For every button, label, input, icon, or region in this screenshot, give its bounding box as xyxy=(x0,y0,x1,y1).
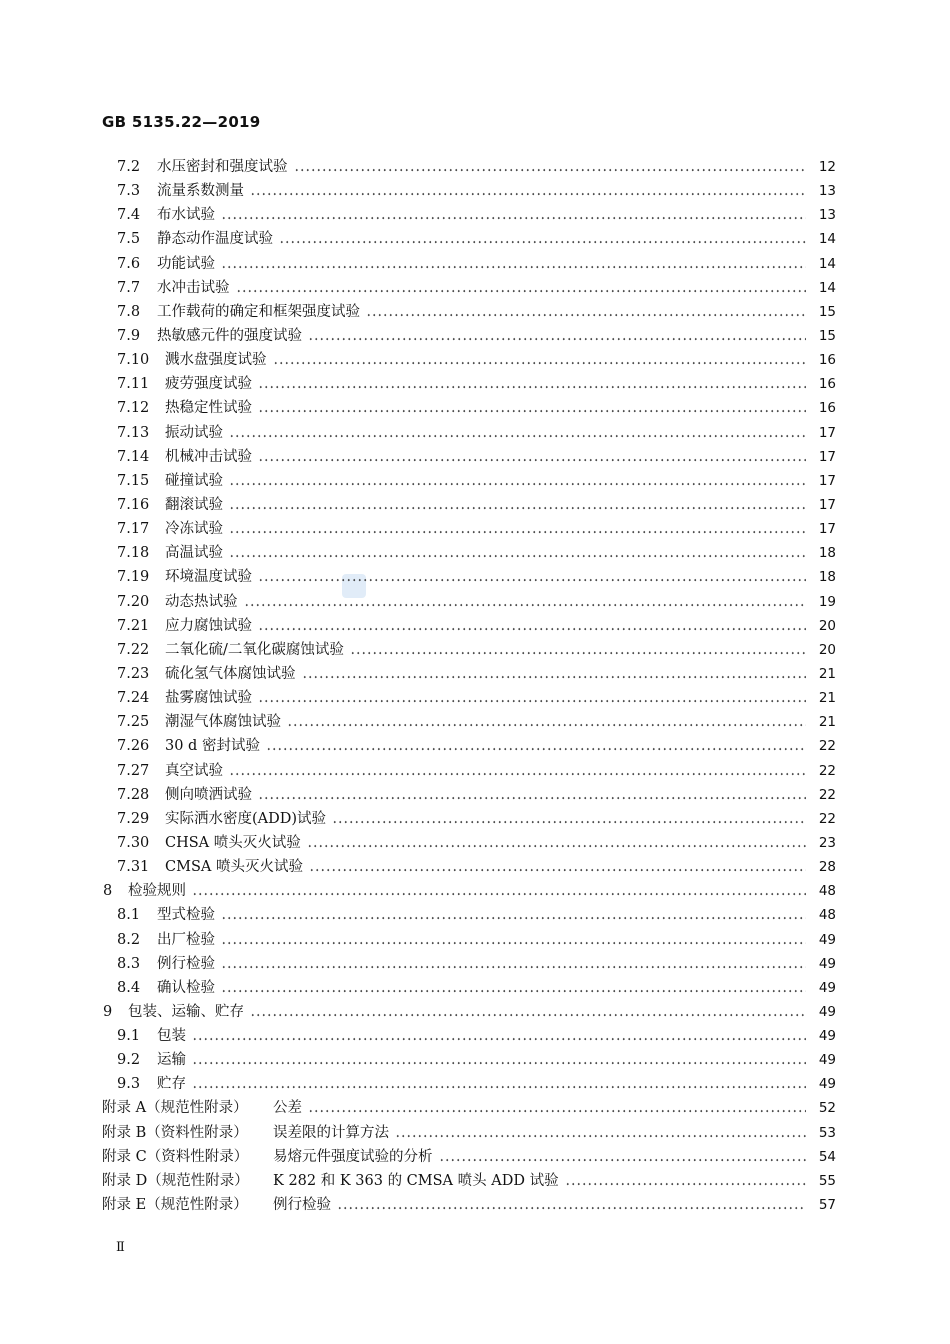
toc-entry-title: 包装 xyxy=(157,1024,190,1048)
toc-entry-page: 21 xyxy=(806,662,836,686)
toc-leader-dots xyxy=(308,1096,814,1120)
toc-entry-number: 8.4 xyxy=(117,979,141,996)
toc-entry[interactable] xyxy=(0,590,950,614)
toc-entry-number: 7.13 xyxy=(117,424,150,441)
toc-entry-title: 流量系数测量 xyxy=(157,179,248,203)
toc-entry-number: 7.4 xyxy=(117,207,141,224)
toc-entry-page: 52 xyxy=(806,1096,836,1120)
toc-entry-page: 12 xyxy=(806,155,836,179)
toc-leader-dots xyxy=(258,565,814,589)
toc-leader-dots xyxy=(229,469,814,493)
toc-entry-page: 48 xyxy=(806,903,836,927)
toc-leader-dots xyxy=(294,155,815,179)
toc-entry-title: 确认检验 xyxy=(157,976,219,1000)
toc-entry-title: 翻滚试验 xyxy=(165,493,227,517)
toc-entry-number: 7.18 xyxy=(117,545,150,562)
toc-entry-number: 7.8 xyxy=(117,303,141,320)
toc-entry[interactable] xyxy=(0,252,950,276)
toc-entry-page: 22 xyxy=(806,783,836,807)
toc-entry[interactable] xyxy=(0,348,950,372)
toc-leader-dots xyxy=(266,734,814,758)
toc-entry-number: 附录 C（资料性附录） xyxy=(102,1148,249,1165)
toc-leader-dots xyxy=(258,614,814,638)
toc-entry[interactable] xyxy=(0,1096,950,1120)
toc-entry-page: 49 xyxy=(806,952,836,976)
toc-entry[interactable] xyxy=(0,1072,950,1096)
toc-entry[interactable] xyxy=(0,324,950,348)
toc-entry-title: 水冲击试验 xyxy=(157,276,234,300)
toc-leader-dots xyxy=(229,421,814,445)
toc-entry[interactable] xyxy=(0,807,950,831)
toc-leader-dots xyxy=(221,952,814,976)
toc-entry-number: 附录 D（规范性附录） xyxy=(102,1172,249,1189)
toc-leader-dots xyxy=(308,324,814,348)
toc-leader-dots xyxy=(332,807,814,831)
toc-leader-dots xyxy=(192,1024,814,1048)
toc-entry-number: 7.23 xyxy=(117,665,150,682)
toc-entry-title: 运输 xyxy=(157,1048,190,1072)
toc-entry-title: 应力腐蚀试验 xyxy=(165,614,256,638)
toc-entry-number: 7.31 xyxy=(117,859,150,876)
toc-entry-page: 13 xyxy=(806,179,836,203)
toc-leader-dots xyxy=(258,686,814,710)
toc-entry[interactable] xyxy=(0,638,950,662)
toc-entry-page: 49 xyxy=(806,1072,836,1096)
toc-leader-dots xyxy=(258,372,814,396)
toc-entry[interactable] xyxy=(0,614,950,638)
toc-entry[interactable] xyxy=(0,928,950,952)
toc-leader-dots xyxy=(307,831,814,855)
toc-entry[interactable] xyxy=(0,831,950,855)
toc-leader-dots xyxy=(250,1000,814,1024)
toc-entry-title: 布水试验 xyxy=(157,203,219,227)
toc-entry-title: 热敏感元件的强度试验 xyxy=(157,324,306,348)
toc-entry-title: 动态热试验 xyxy=(165,590,242,614)
toc-leader-dots xyxy=(337,1193,814,1217)
toc-leader-dots xyxy=(366,300,814,324)
toc-entry-number: 7.25 xyxy=(117,714,150,731)
toc-entry[interactable] xyxy=(0,300,950,324)
toc-entry[interactable] xyxy=(0,155,950,179)
toc-leader-dots xyxy=(279,227,814,251)
toc-entry-number: 7.17 xyxy=(117,521,150,538)
toc-entry-title: 30 d 密封试验 xyxy=(165,734,264,758)
toc-entry-title: CHSA 喷头灭火试验 xyxy=(165,831,305,855)
toc-entry-title: K 282 和 K 363 的 CMSA 喷头 ADD 试验 xyxy=(273,1169,563,1193)
toc-entry-number: 7.2 xyxy=(117,159,141,175)
toc-entry-number: 9.1 xyxy=(117,1028,141,1045)
toc-entry[interactable] xyxy=(0,179,950,203)
toc-entry-number: 附录 B（资料性附录） xyxy=(102,1124,248,1141)
toc-entry[interactable] xyxy=(0,662,950,686)
toc-leader-dots xyxy=(250,179,814,203)
toc-entry-page: 53 xyxy=(806,1121,836,1145)
toc-leader-dots xyxy=(229,541,814,565)
toc-entry-title: 二氧化硫/二氧化碳腐蚀试验 xyxy=(165,638,348,662)
toc-entry-page: 14 xyxy=(806,276,836,300)
toc-entry[interactable] xyxy=(0,227,950,251)
toc-entry-title: 包装、运输、贮存 xyxy=(128,1000,248,1024)
toc-entry-title: 机械冲击试验 xyxy=(165,445,256,469)
toc-entry-title: 环境温度试验 xyxy=(165,565,256,589)
toc-entry[interactable] xyxy=(0,1048,950,1072)
toc-entry-number: 7.6 xyxy=(117,255,141,272)
toc-entry[interactable] xyxy=(0,1000,950,1024)
toc-leader-dots xyxy=(229,493,814,517)
toc-entry-number: 7.15 xyxy=(117,472,150,489)
toc-entry-page: 49 xyxy=(806,1000,836,1024)
toc-entry-number: 7.28 xyxy=(117,786,150,803)
toc-entry-title: 例行检验 xyxy=(273,1193,335,1217)
toc-entry[interactable] xyxy=(0,445,950,469)
toc-leader-dots xyxy=(309,855,814,879)
toc-entry-page: 20 xyxy=(806,638,836,662)
toc-leader-dots xyxy=(229,517,814,541)
toc-entry-number: 8.1 xyxy=(117,907,141,924)
toc-entry[interactable] xyxy=(0,1121,950,1145)
toc-entry-page: 18 xyxy=(806,565,836,589)
toc-leader-dots xyxy=(273,348,815,372)
toc-leader-dots xyxy=(192,1072,814,1096)
toc-entry-title: 例行检验 xyxy=(157,952,219,976)
toc-entry[interactable] xyxy=(0,976,950,1000)
toc-entry-page: 54 xyxy=(806,1145,836,1169)
toc-entry-number: 7.10 xyxy=(117,352,150,369)
toc-entry[interactable] xyxy=(0,903,950,927)
toc-entry-title: CMSA 喷头灭火试验 xyxy=(165,855,307,879)
toc-leader-dots xyxy=(302,662,815,686)
toc-leader-dots xyxy=(221,928,814,952)
toc-entry-title: 冷冻试验 xyxy=(165,517,227,541)
toc-entry[interactable] xyxy=(0,879,950,903)
toc-entry[interactable] xyxy=(0,734,950,758)
toc-entry-number: 7.27 xyxy=(117,762,150,779)
toc-entry-number: 7.7 xyxy=(117,279,141,296)
toc-entry-page: 16 xyxy=(806,348,836,372)
toc-entry-title: 出厂检验 xyxy=(157,928,219,952)
toc-entry-title: 真空试验 xyxy=(165,759,227,783)
toc-entry-title: 水压密封和强度试验 xyxy=(157,155,292,179)
toc-entry-title: 静态动作温度试验 xyxy=(157,227,277,251)
toc-entry-number: 7.26 xyxy=(117,738,150,755)
toc-entry-page: 23 xyxy=(806,831,836,855)
toc-entry-number: 9 xyxy=(103,1003,113,1020)
toc-leader-dots xyxy=(192,879,814,903)
toc-leader-dots xyxy=(221,203,814,227)
toc-entry-number: 7.9 xyxy=(117,327,141,344)
toc-entry-number: 7.24 xyxy=(117,690,150,707)
toc-entry[interactable] xyxy=(0,783,950,807)
toc-entry[interactable] xyxy=(0,396,950,420)
toc-entry-page: 17 xyxy=(806,421,836,445)
toc-entry[interactable] xyxy=(0,276,950,300)
toc-leader-dots xyxy=(258,783,814,807)
toc-entry-title: 高温试验 xyxy=(165,541,227,565)
toc-entry-page: 16 xyxy=(806,372,836,396)
toc-leader-dots xyxy=(221,903,814,927)
toc-entry-page: 19 xyxy=(806,590,836,614)
toc-entry[interactable] xyxy=(0,1145,950,1169)
toc-entry-page: 14 xyxy=(806,227,836,251)
toc-entry-page: 17 xyxy=(806,517,836,541)
toc-entry-page: 14 xyxy=(806,252,836,276)
toc-entry-page: 18 xyxy=(806,541,836,565)
toc-entry-title: 溅水盘强度试验 xyxy=(165,348,271,372)
toc-entry[interactable] xyxy=(0,759,950,783)
toc-entry-number: 附录 E（规范性附录） xyxy=(102,1197,248,1214)
toc-entry-page: 22 xyxy=(806,734,836,758)
toc-leader-dots xyxy=(258,396,814,420)
toc-entry-title: 侧向喷洒试验 xyxy=(165,783,256,807)
toc-entry-page: 49 xyxy=(806,976,836,1000)
toc-leader-dots xyxy=(287,710,814,734)
toc-entry-title: 易熔元件强度试验的分析 xyxy=(273,1145,437,1169)
toc-entry[interactable] xyxy=(0,855,950,879)
toc-entry-title: 检验规则 xyxy=(128,879,190,903)
toc-leader-dots xyxy=(221,976,814,1000)
toc-entry-page: 20 xyxy=(806,614,836,638)
toc-entry-title: 贮存 xyxy=(157,1072,190,1096)
standard-number-header: GB 5135.22—2019 xyxy=(102,113,261,131)
toc-entry-title: 型式检验 xyxy=(157,903,219,927)
toc-entry[interactable] xyxy=(0,493,950,517)
toc-entry-title: 热稳定性试验 xyxy=(165,396,256,420)
toc-entry[interactable] xyxy=(0,1193,950,1217)
toc-entry[interactable] xyxy=(0,421,950,445)
toc-entry-number: 9.2 xyxy=(117,1052,141,1069)
toc-leader-dots xyxy=(229,759,814,783)
toc-entry[interactable] xyxy=(0,541,950,565)
toc-entry-number: 7.16 xyxy=(117,496,150,513)
toc-entry-number: 7.20 xyxy=(117,593,150,610)
toc-entry-number: 7.22 xyxy=(117,641,150,658)
toc-entry-page: 55 xyxy=(806,1169,836,1193)
toc-entry-title: 公差 xyxy=(273,1096,306,1120)
toc-entry-title: 疲劳强度试验 xyxy=(165,372,256,396)
toc-entry-page: 17 xyxy=(806,493,836,517)
toc-entry-page: 21 xyxy=(806,710,836,734)
toc-leader-dots xyxy=(244,590,815,614)
toc-entry[interactable] xyxy=(0,710,950,734)
toc-entry-title: 功能试验 xyxy=(157,252,219,276)
toc-entry-title: 工作载荷的确定和框架强度试验 xyxy=(157,300,364,324)
toc-entry-page: 22 xyxy=(806,759,836,783)
toc-entry[interactable] xyxy=(0,372,950,396)
toc-entry-number: 8.3 xyxy=(117,955,141,972)
toc-entry-page: 22 xyxy=(806,807,836,831)
toc-entry-number: 7.19 xyxy=(117,569,150,586)
toc-entry[interactable] xyxy=(0,952,950,976)
toc-entry-page: 15 xyxy=(806,324,836,348)
toc-entry-number: 7.12 xyxy=(117,400,150,417)
toc-entry-title: 盐雾腐蚀试验 xyxy=(165,686,256,710)
toc-entry-number: 7.3 xyxy=(117,183,141,200)
toc-entry[interactable] xyxy=(0,469,950,493)
toc-leader-dots xyxy=(395,1121,814,1145)
toc-entry-number: 附录 A（规范性附录） xyxy=(102,1100,248,1117)
toc-entry-page: 49 xyxy=(806,928,836,952)
toc-entry-number: 7.5 xyxy=(117,231,141,248)
toc-entry-title: 潮湿气体腐蚀试验 xyxy=(165,710,285,734)
toc-entry-page: 16 xyxy=(806,396,836,420)
toc-entry-page: 28 xyxy=(806,855,836,879)
toc-entry[interactable] xyxy=(0,686,950,710)
toc-entry-page: 17 xyxy=(806,445,836,469)
toc-leader-dots xyxy=(565,1169,814,1193)
toc-entry[interactable] xyxy=(0,517,950,541)
toc-entry-number: 9.3 xyxy=(117,1076,141,1093)
toc-entry[interactable] xyxy=(0,1024,950,1048)
toc-entry[interactable] xyxy=(0,565,950,589)
toc-entry-number: 7.29 xyxy=(117,810,150,827)
toc-entry-number: 8.2 xyxy=(117,931,141,948)
table-of-contents xyxy=(0,155,950,1217)
toc-entry[interactable] xyxy=(0,1169,950,1193)
toc-entry-page: 17 xyxy=(806,469,836,493)
toc-entry-number: 7.14 xyxy=(117,448,150,465)
toc-entry-page: 49 xyxy=(806,1048,836,1072)
toc-entry-number: 7.21 xyxy=(117,617,150,634)
toc-leader-dots xyxy=(439,1145,815,1169)
toc-leader-dots xyxy=(192,1048,814,1072)
toc-leader-dots xyxy=(221,252,814,276)
toc-entry-page: 48 xyxy=(806,879,836,903)
toc-entry-page: 13 xyxy=(806,203,836,227)
toc-entry-title: 碰撞试验 xyxy=(165,469,227,493)
toc-entry-page: 49 xyxy=(806,1024,836,1048)
toc-entry-number: 7.11 xyxy=(117,376,150,393)
toc-entry-page: 57 xyxy=(806,1193,836,1217)
toc-entry-title: 误差限的计算方法 xyxy=(273,1121,393,1145)
toc-entry-page: 15 xyxy=(806,300,836,324)
toc-entry[interactable] xyxy=(0,203,950,227)
toc-entry-title: 实际洒水密度(ADD)试验 xyxy=(165,807,330,831)
toc-entry-number: 8 xyxy=(103,883,113,900)
toc-entry-page: 21 xyxy=(806,686,836,710)
toc-entry-title: 硫化氢气体腐蚀试验 xyxy=(165,662,300,686)
toc-leader-dots xyxy=(236,276,815,300)
toc-entry-number: 7.30 xyxy=(117,834,150,851)
toc-leader-dots xyxy=(258,445,814,469)
toc-entry-title: 振动试验 xyxy=(165,421,227,445)
toc-leader-dots xyxy=(350,638,814,662)
page-number-footer: Ⅱ xyxy=(116,1240,125,1255)
